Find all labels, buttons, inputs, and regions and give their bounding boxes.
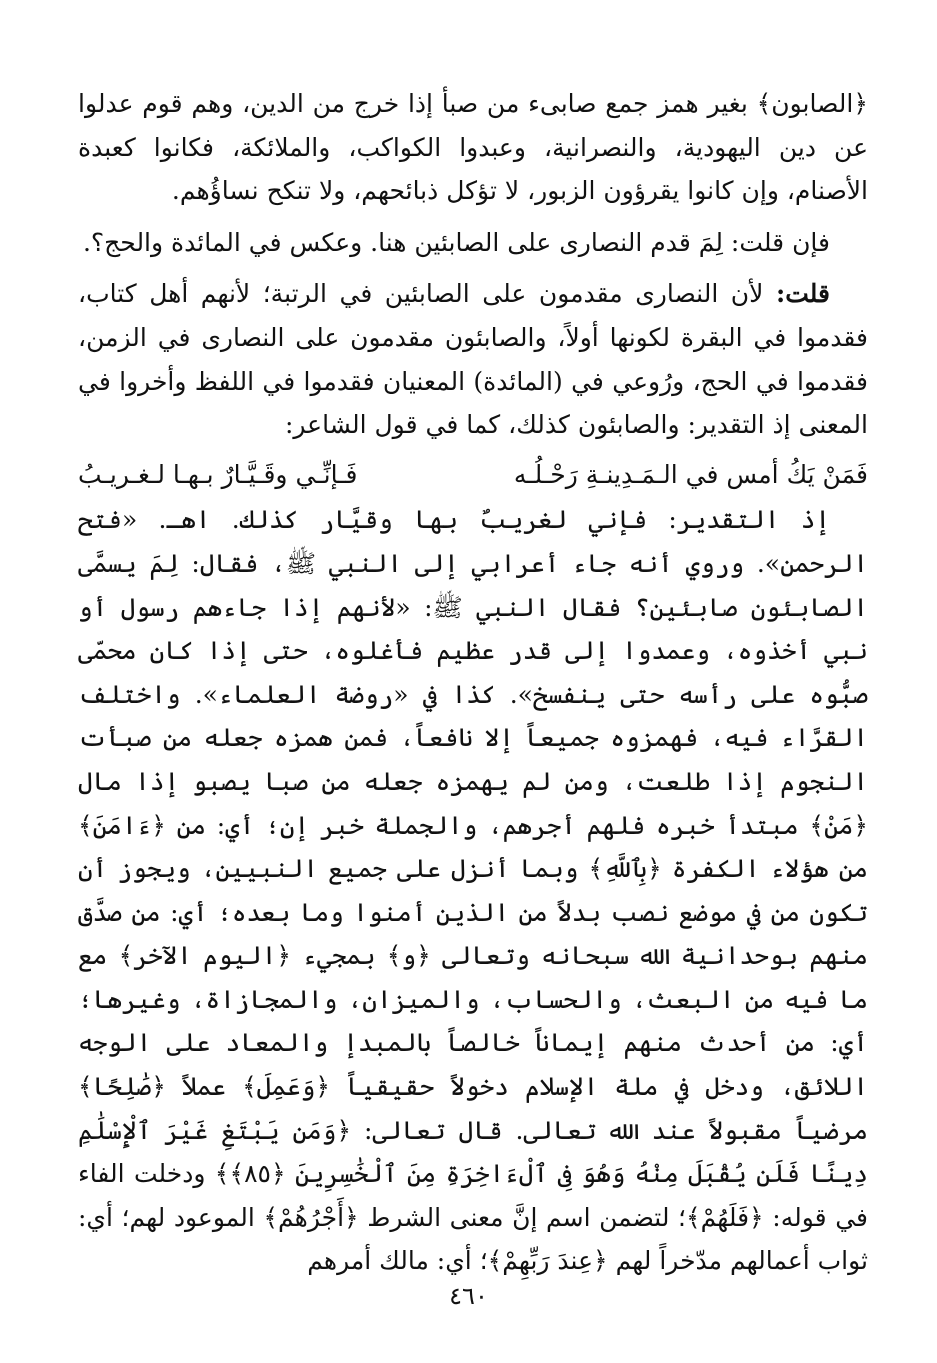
paragraph-answer bbox=[78, 272, 868, 446]
page-body bbox=[78, 82, 868, 1283]
paragraph-sabiun-definition: ﴿الصابون﴾ بغير همز جمع صابىء من صبأ إذا خرج من الدين، وهم قوم عدلوا عن دين اليهودية، والنصرانية، وعبدوا الكواكب، والملائكة، فكانوا كعبدة الأصنام، وإن كانوا يقرؤون الزبور، لا تؤكل ذبائحهم، ولا تنكح نساؤُهم. bbox=[78, 89, 868, 206]
verse-second-hemistich: فَـإنِّـي وقَـيَّـارٌ بـهـا لـغـريـبُ bbox=[78, 459, 358, 489]
paragraph-question: فإن قلت: لِمَ قدم النصارى على الصابئين هنا. وعكس في المائدة والحج؟. bbox=[82, 227, 830, 257]
answer-text: لأن النصارى مقدمون على الصابئين في الرتبة؛ لأنهم أهل كتاب، فقدموا في البقرة لكونها أولاً، والصابئون مقدمون على النصارى في الزمن، فقدموا في الحج، ورُوعي في (المائدة) المعنيان فقدموا في اللفظ وأخروا في المعنى إذ التقدير: والصابئون كذلك، كما في قول الشاعر: bbox=[78, 279, 868, 440]
verse-first-hemistich: فَمَنْ يَكُ أمس في الـمَـدِينـةِ رَحْـلُـه bbox=[513, 459, 868, 489]
poetry-verse bbox=[78, 453, 868, 497]
answer-lead: قلت: bbox=[775, 279, 830, 309]
page-number: ٤٦٠ bbox=[449, 1282, 488, 1310]
paragraph-commentary: إذ التقدير: فإني لغريبٌ بها وقيَّار كذلك. اهـ. «فتح الرحمن». وروي أنه جاء أعرابي إلى النبي ﷺ، فقال: لِمَ يسمَّى الصابئون صابئين؟ فقال النبي ﷺ: «لأنهم إذا جاءهم رسول أو نبي أخذوه، وعمدوا إلى قدر عظيم فأغلوه، حتى إذا كان محمّى صبُّوه على رأسه حتى ينفسخ». كذا في «روضة العلماء». واختلف القرَّاء فيه، فهمزوه جميعاً إلا نافعاً، فمن همزه جعله من صبأت النجوم إذا طلعت، ومن لم يهمزه جعله من صبا يصبو إذا مال ﴿مَنْ﴾ مبتدأ خبره فلهم أجرهم، والجملة خبر إن؛ أي: من ﴿ءَامَنَ﴾ من هؤلاء الكفرة ﴿بِٱللَّهِ﴾ وبما أنزل على جميع النبيين، ويجوز أن تكون من في موضع نصب بدلاً من الذين أمنوا وما بعده؛ أي: من صدَّق منهم بوحدانية الله سبحانه وتعالى ﴿و﴾ بمجيء ﴿اليوم الآخر﴾ مع ما فيه من البعث، والحساب، والميزان، والمجازاة، وغيرها؛ أي: من أحدث منهم إيماناً خالصاً بالمبدإ والمعاد على الوجه اللائق، ودخل في ملة الإسلام دخولاً حقيقياً ﴿وَعَمِلَ﴾ عملاً ﴿صَٰلِحًا﴾ مرضياً مقبولاً عند الله تعالى. قال تعالى: ﴿وَمَن يَبْتَغِ غَيْرَ ٱلْإِسْلَٰمِ دِينًا فَلَن يُقْبَلَ مِنْهُ وَهُوَ فِى ٱلْءَاخِرَةِ مِنَ ٱلْخَٰسِرِينَ ﴿٨٥﴾﴾ ودخلت الفاء في قوله: ﴿فَلَهُمْ﴾؛ لتضمن اسم إنَّ معنى الشرط ﴿أَجْرُهُمْ﴾ الموعود لهم؛ أي: ثواب أعمالهم مدّخراً لهم ﴿عِندَ رَبِّهِمْ﴾؛ أي: مالك أمرهم bbox=[78, 505, 868, 1276]
